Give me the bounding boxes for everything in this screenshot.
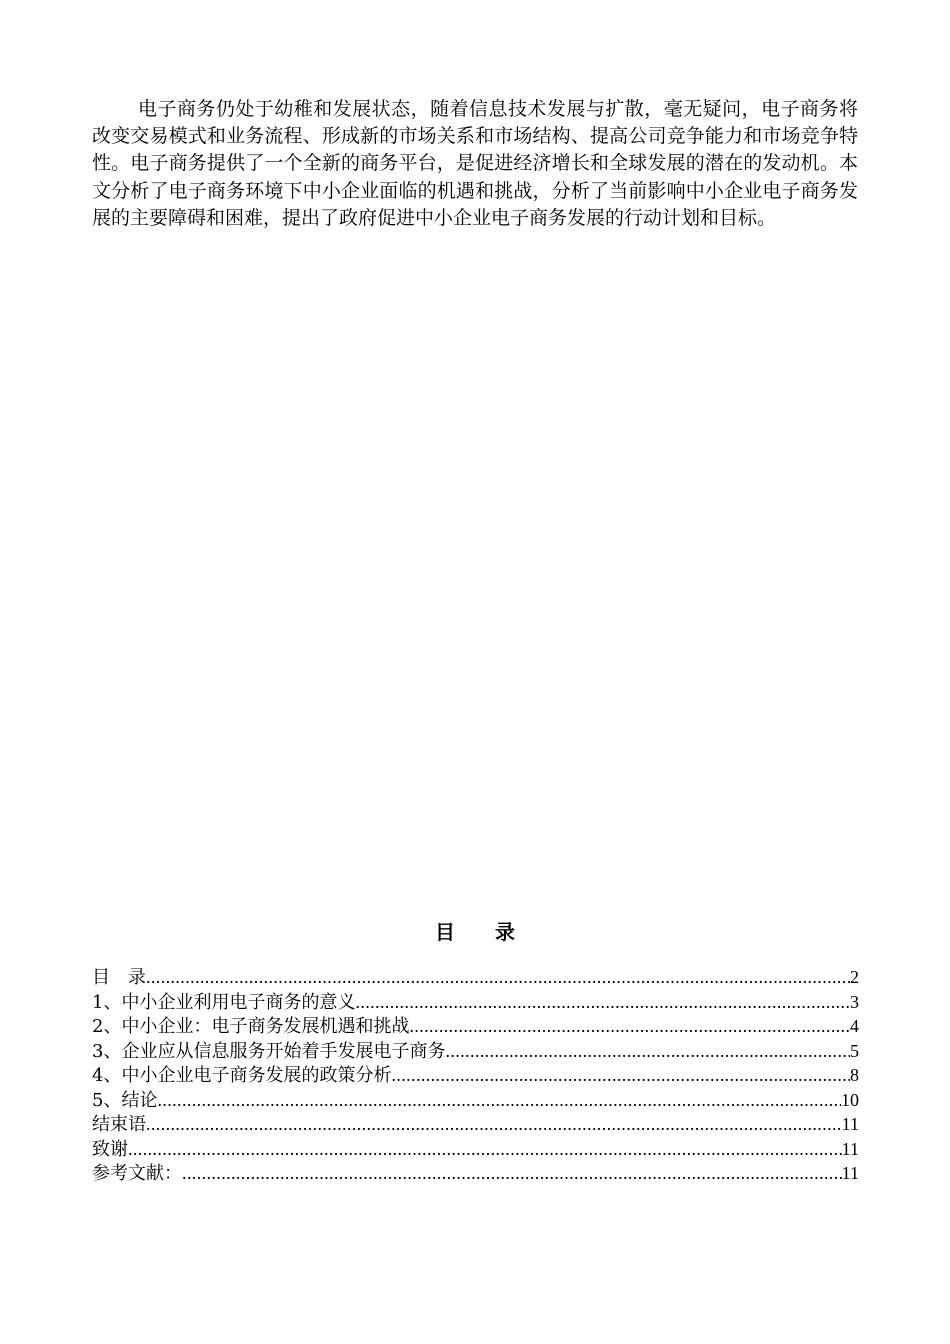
toc-entry-page: 5 xyxy=(850,1040,859,1061)
toc-entry-label: 结束语 xyxy=(92,1114,146,1135)
toc-entry-label: 1、中小企业利用电子商务的意义 xyxy=(92,991,356,1013)
toc-entry-page: 11 xyxy=(841,1163,859,1183)
toc-entry[interactable] xyxy=(92,1063,859,1088)
toc-entry[interactable] xyxy=(92,1039,859,1064)
toc-entry[interactable] xyxy=(92,1112,859,1137)
toc-entry[interactable] xyxy=(92,1014,859,1039)
toc-leader-dots xyxy=(146,965,850,990)
toc-entry-label: 3、企业应从信息服务开始着手发展电子商务 xyxy=(92,1040,446,1062)
toc-entry-label: 5、结论 xyxy=(92,1089,158,1111)
toc-leader-dots xyxy=(146,1112,842,1137)
toc-entry[interactable] xyxy=(92,965,859,990)
toc-entry[interactable] xyxy=(92,1137,859,1162)
toc-entry-page: 11 xyxy=(841,1114,859,1134)
toc-leader-dots xyxy=(409,1014,850,1039)
toc-entry-label: 致谢 xyxy=(92,1138,128,1160)
toc-leader-dots xyxy=(355,990,850,1015)
toc-leader-dots xyxy=(128,1137,842,1162)
toc-entry-label: 目 录 xyxy=(92,967,146,988)
toc-heading-part-1: 目 xyxy=(435,920,455,944)
toc-leader-dots xyxy=(391,1063,850,1088)
table-of-contents xyxy=(92,965,859,1186)
toc-entry-label: 2、中小企业：电子商务发展机遇和挑战 xyxy=(92,1016,410,1037)
toc-entry[interactable] xyxy=(92,990,859,1015)
toc-entry-page: 8 xyxy=(850,1065,859,1085)
toc-entry-label: 参考文献： xyxy=(92,1163,182,1184)
toc-heading xyxy=(0,916,950,945)
toc-entry[interactable] xyxy=(92,1088,859,1113)
toc-leader-dots xyxy=(445,1039,850,1064)
toc-leader-dots xyxy=(182,1161,842,1186)
toc-entry-page: 10 xyxy=(841,1089,859,1110)
toc-entry[interactable] xyxy=(92,1161,859,1186)
toc-entry-page: 4 xyxy=(850,1016,859,1036)
abstract-paragraph: 电子商务仍处于幼稚和发展状态，随着信息技术发展与扩散，毫无疑问，电子商务将改变交易模式和业务流程、形成新的市场关系和市场结构、提高公司竞争能力和市场竞争特性。电子商务提供了一个全新的商务平台，是促进经济增长和全球发展的潜在的发动机。本文分析了电子商务环境下中小企业面临的机遇和挑战，分析了当前影响中小企业电子商务发展的主要障碍和困难，提出了政府促进中小企业电子商务发展的行动计划和目标。 xyxy=(92,98,858,229)
toc-leader-dots xyxy=(157,1088,841,1113)
toc-heading-part-2: 录 xyxy=(495,920,515,944)
toc-entry-page: 2 xyxy=(850,967,859,987)
toc-entry-page: 11 xyxy=(841,1138,859,1159)
toc-entry-page: 3 xyxy=(850,991,859,1012)
toc-entry-label: 4、中小企业电子商务发展的政策分析 xyxy=(92,1065,392,1086)
